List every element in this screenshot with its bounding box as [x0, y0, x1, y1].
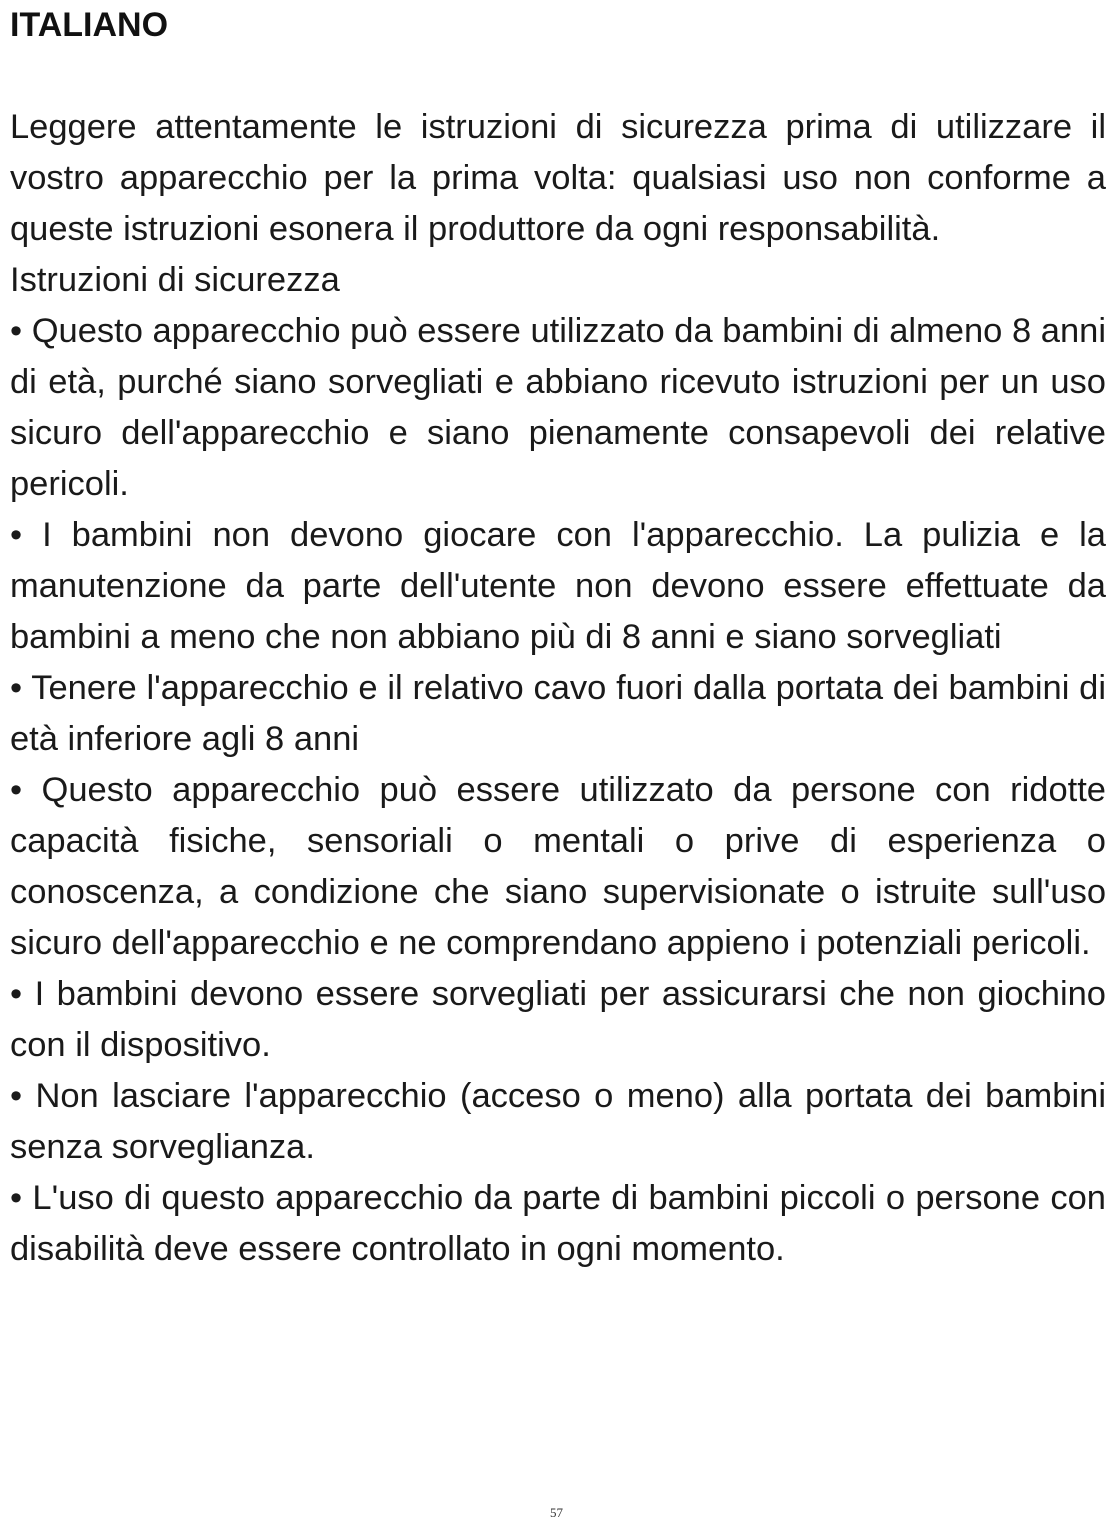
safety-item: • Tenere l'apparecchio e il relativo cavo fuori dalla portata dei bambini di età inferiore agli 8 anni: [10, 669, 1106, 758]
safety-item: • Questo apparecchio può essere utilizzato da bambini di almeno 8 anni di età, purché siano sorvegliati e abbiano ricevuto istruzioni per un uso sicuro dell'apparecchio e siano pienamente consapevoli dei relative pericoli.: [10, 312, 1106, 503]
safety-item: • L'uso di questo apparecchio da parte di bambini piccoli o persone con disabilità deve essere controllato in ogni momento.: [10, 1179, 1106, 1268]
document-body: [10, 102, 1106, 1275]
safety-item: • Non lasciare l'apparecchio (acceso o meno) alla portata dei bambini senza sorveglianza.: [10, 1077, 1106, 1166]
intro-paragraph: Leggere attentamente le istruzioni di sicurezza prima di utilizzare il vostro apparecchio per la prima volta: qualsiasi uso non conforme a queste istruzioni esonera il produttore da ogni responsabilità.: [10, 108, 1106, 248]
page-number: 57: [550, 1505, 563, 1520]
language-heading: ITALIANO: [10, 6, 169, 44]
safety-item: • Questo apparecchio può essere utilizzato da persone con ridotte capacità fisiche, sensoriali o mentali o prive di esperienza o conoscenza, a condizione che siano supervisionate o istruite sull'uso sicuro dell'apparecchio e ne comprendano appieno i potenziali pericoli.: [10, 771, 1106, 962]
safety-item: • I bambini devono essere sorvegliati per assicurarsi che non giochino con il dispositivo.: [10, 975, 1106, 1064]
safety-item: • I bambini non devono giocare con l'apparecchio. La pulizia e la manutenzione da parte dell'utente non devono essere effettuate da bambini a meno che non abbiano più di 8 anni e siano sorvegliati: [10, 516, 1106, 656]
section-title: Istruzioni di sicurezza: [10, 261, 340, 299]
